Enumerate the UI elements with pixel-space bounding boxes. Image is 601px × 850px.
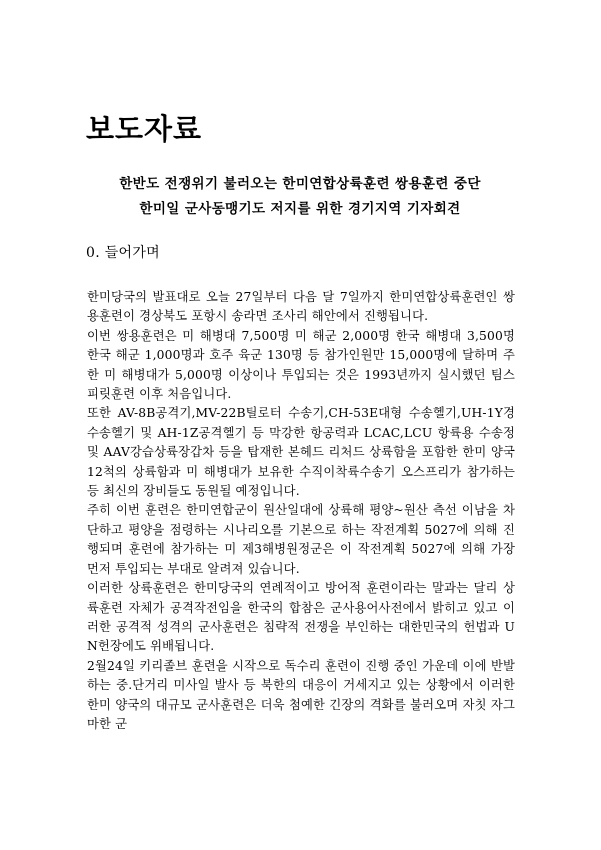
document-subtitle: [86, 172, 514, 222]
section-heading-intro: 0. 들어가며: [86, 245, 161, 261]
body-paragraph-3: 또한 AV-8B공격기,MV-22B틸로터 수송기,CH-53E대형 수송헬기,UH-1Y경수송헬기 및 AH-1Z공격헬기 등 막강한 항공력과 LCAC,LCU 항륙용 수송정 및 AAV강습상륙장갑차 등을 탑재한 본헤드 리처드 상륙함을 포함한 한미 양국 12척의 상륙함과 미 해병대가 보유한 수직이착륙수송기 오스프리가 참가하는 등 최신의 장비들도 동원될 예정입니다.: [87, 406, 515, 499]
document-body: [87, 288, 515, 734]
page-title: 보도자료: [86, 112, 203, 147]
body-paragraph-4: 주히 이번 훈련은 한미연합군이 원산일대에 상륙해 평양~원산 측선 이남을 차단하고 평양을 점령하는 시나리오를 기본으로 하는 작전계획 5027에 의해 진행되며 훈련에 참가하는 미 제3해병원정군은 이 작전계획 5027에 의해 가장 먼저 투입되는 부대로 알려져 있습니다.: [87, 503, 515, 576]
body-paragraph-5: 이러한 상륙훈련은 한미당국의 연례적이고 방어적 훈련이라는 말과는 달리 상륙훈련 자체가 공격작전임을 한국의 합참은 군사용어사전에서 밝히고 있고 이러한 공격적 성격의 군사훈련은 침략적 전쟁을 부인하는 대한민국의 헌법과 UN헌장에도 위배됩니다.: [87, 581, 515, 654]
subtitle-line-1: 한반도 전쟁위기 불러오는 한미연합상륙훈련 쌍용훈련 중단: [119, 176, 481, 192]
body-paragraph-6: 2월24일 키리졸브 훈련을 시작으로 독수리 훈련이 진행 중인 가운데 이에 반발하는 중.단거리 미사일 발사 등 북한의 대응이 거세지고 있는 상황에서 이러한 한미 양국의 대규모 군사훈련은 더욱 첨예한 긴장의 격화를 불러오며 자칫 자그마한 군: [87, 658, 515, 731]
body-paragraph-1: 한미당국의 발표대로 오늘 27일부터 다음 달 7일까지 한미연합상륙훈련인 쌍용훈련이 경상북도 포항시 송라면 조사리 해안에서 진행됩니다.: [87, 290, 515, 324]
subtitle-line-2: 한미일 군사동맹기도 저지를 위한 경기지역 기자회견: [139, 201, 461, 217]
body-paragraph-2: 이번 쌍용훈련은 미 해병대 7,500명 미 해군 2,000명 한국 해병대 3,500명 한국 해군 1,000명과 호주 육군 130명 등 참가인원만 15,000명에 달하며 주한 미 해병대가 5,000명 이상이나 투입되는 것은 1993년까지 실시했던 팀스피릿훈련 이후 처음입니다.: [87, 328, 515, 402]
